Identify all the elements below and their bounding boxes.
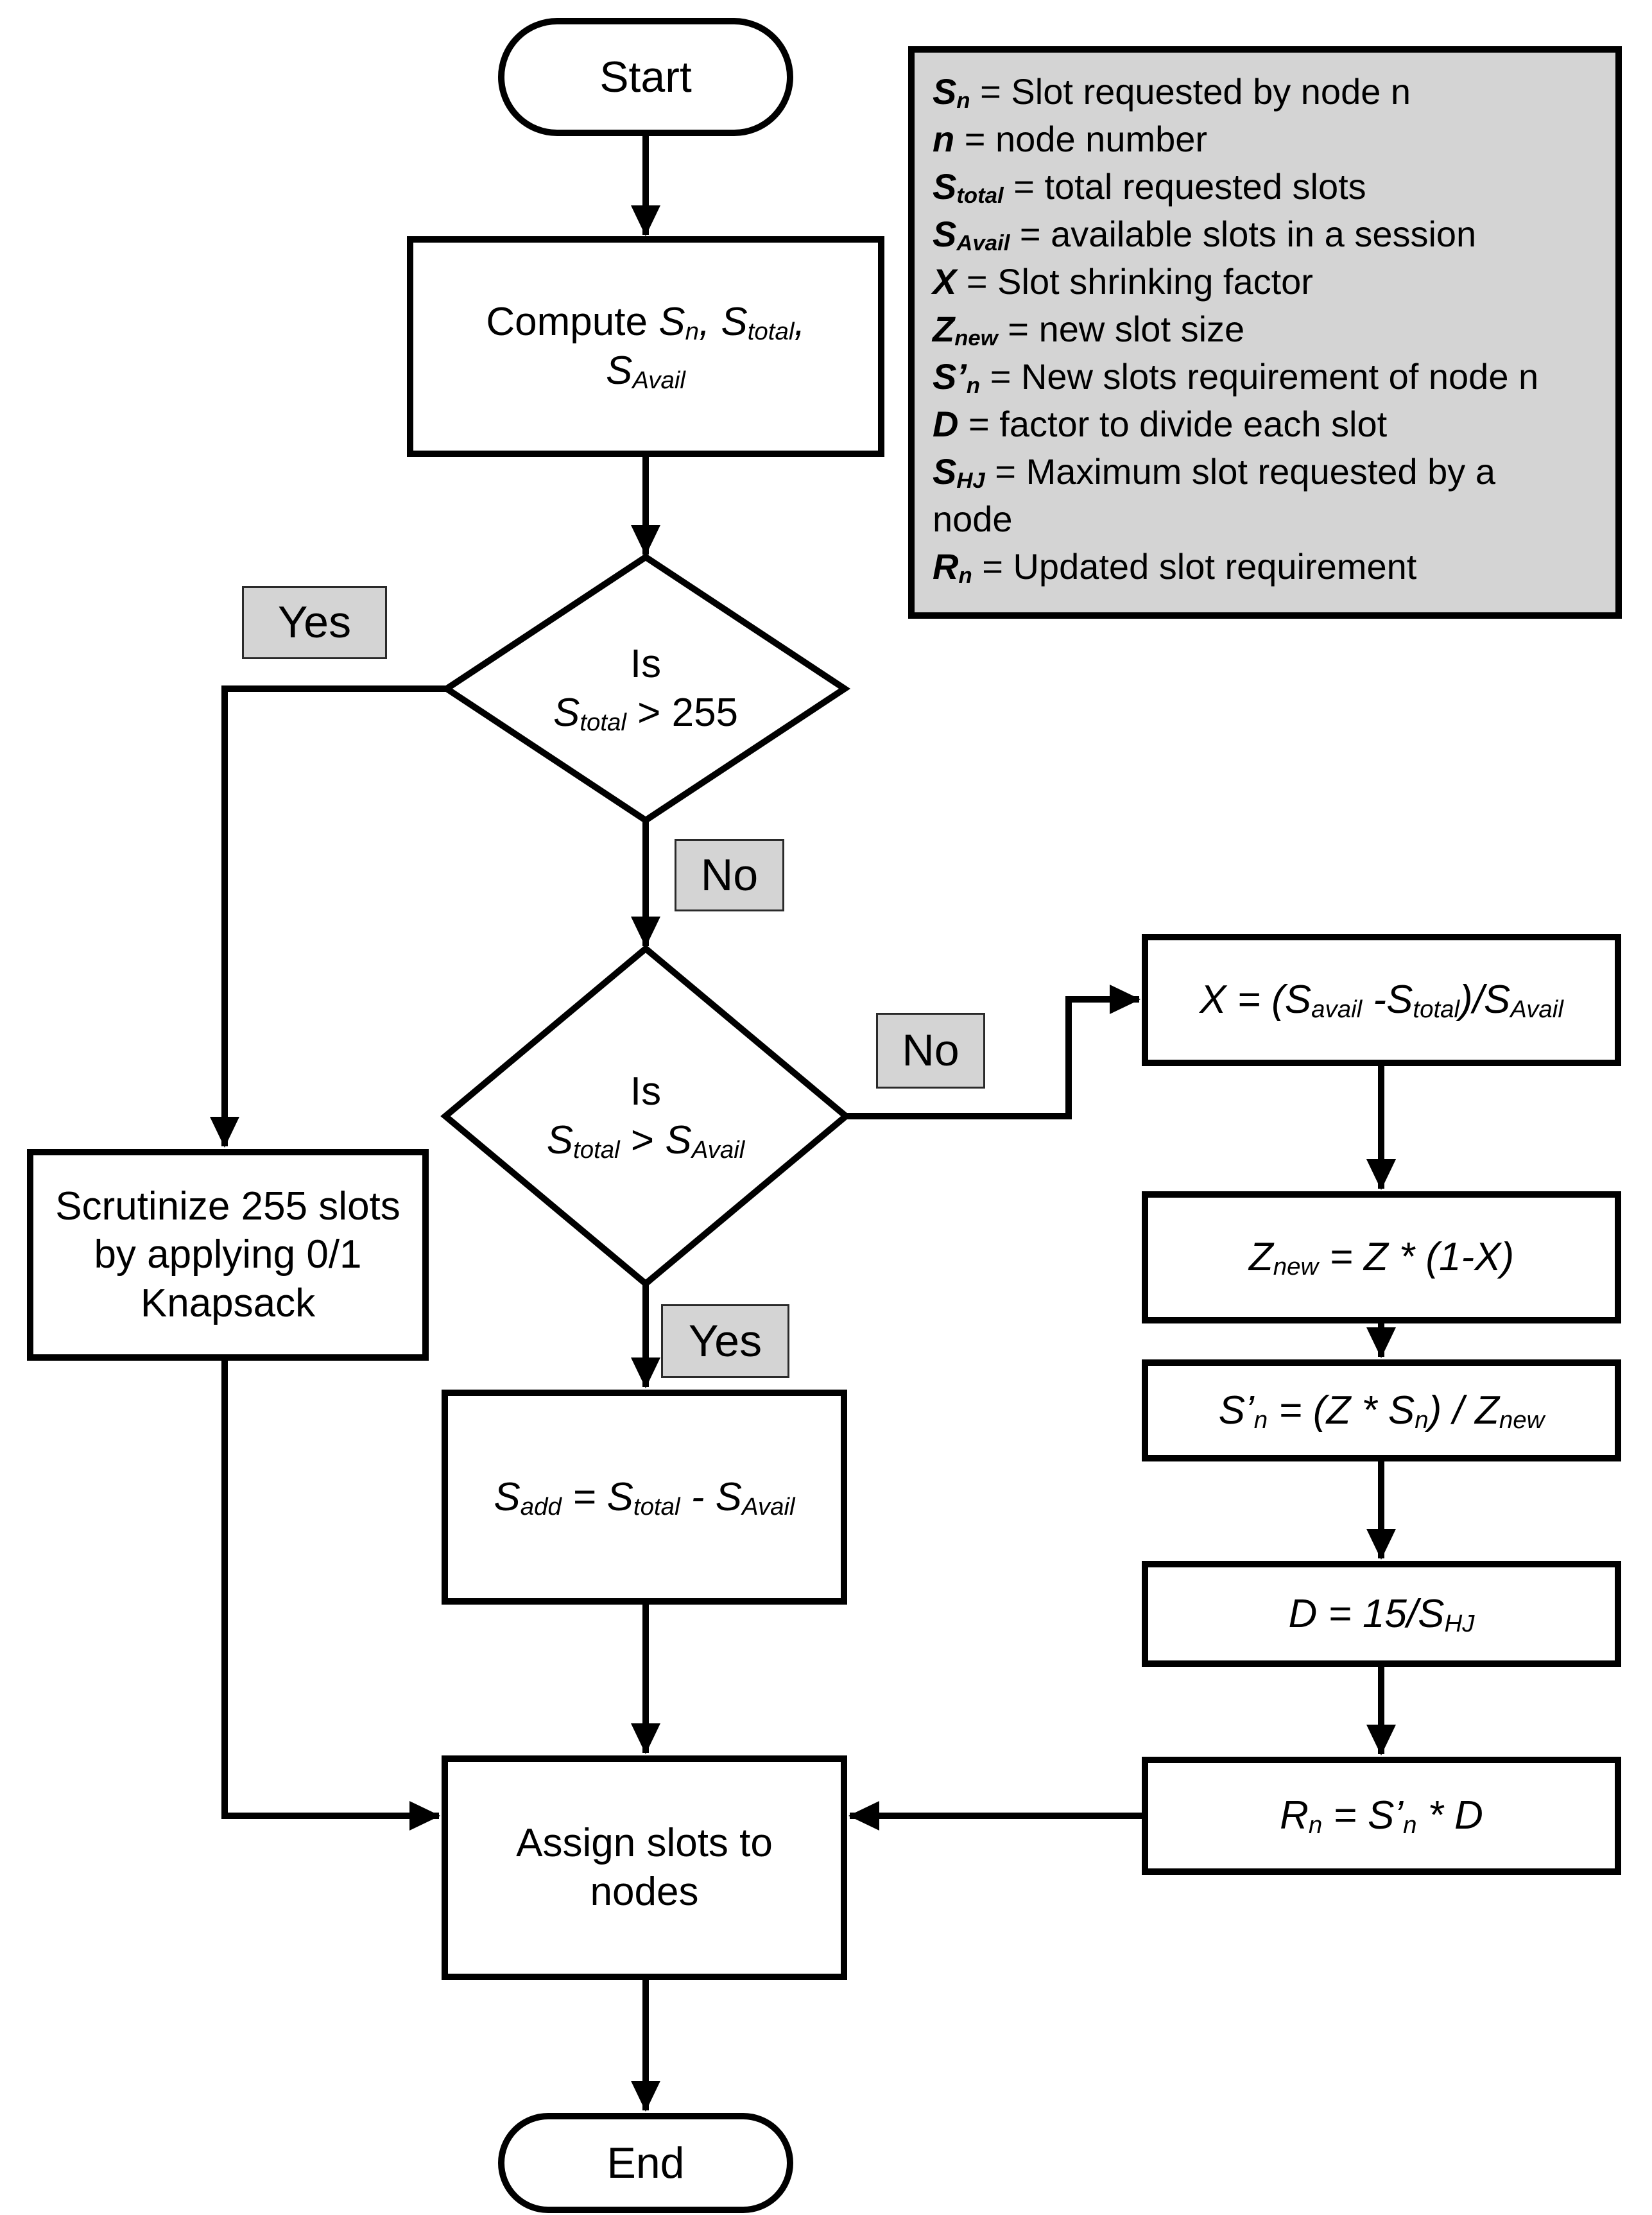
process-x-shrinking-factor: $X = (S_{avail}$ $-S_{total})/S_{Avail}$ bbox=[1142, 934, 1621, 1066]
branch-label-yes-decision1: Yes bbox=[242, 586, 387, 659]
edge-decision1-yes-to-scrutinize bbox=[225, 689, 447, 1146]
branch-label-no-decision1: No bbox=[675, 839, 784, 911]
legend-line-shj: $S_{HJ}$ = Maximum slot requested by a node bbox=[933, 451, 1495, 539]
branch-label-no-decision2: No bbox=[876, 1013, 985, 1089]
process-znew: $Z_{new} = Z * (1-X)$ bbox=[1142, 1191, 1621, 1323]
process-d-divide-factor: $D = 15/S_{HJ}$ bbox=[1142, 1561, 1621, 1667]
start-label: Start bbox=[599, 52, 692, 101]
legend-line-stotal: $S_{total}$ = total requested slots bbox=[933, 166, 1366, 209]
end-terminator bbox=[498, 2113, 793, 2213]
edge-scrutinize-to-assign bbox=[225, 1361, 439, 1816]
process-sprime: $S’_n = (Z * S_n) / Z_{new}$ bbox=[1142, 1359, 1621, 1461]
legend-line-x: X = Slot shrinking factor bbox=[933, 261, 1313, 302]
legend-line-d: D = factor to divide each slot bbox=[933, 404, 1388, 444]
process-assign-slots: Assign slots to nodes bbox=[442, 1755, 847, 1980]
start-terminator bbox=[498, 18, 793, 136]
legend-line-znew: $Z_{new}$ = new slot size bbox=[933, 309, 1245, 351]
branch-label-yes-decision2: Yes bbox=[661, 1304, 789, 1378]
decision-stotal-gt-savail: Is $S_{total} > S_{Avail}$ bbox=[546, 1069, 745, 1164]
process-sadd: $S_{add} = S_{total} - S_{Avail}$ bbox=[442, 1390, 847, 1605]
decision-stotal-gt-255: Is $S_{total} > 255$ bbox=[553, 642, 739, 736]
legend-line-sprime: $S’_n$ = New slots requirement of node n bbox=[933, 356, 1539, 399]
process-rn-updated-requirement: $R_n$ = $S’_n$ * D bbox=[1142, 1757, 1621, 1875]
legend-line-n: n = node number bbox=[933, 119, 1208, 159]
process-scrutinize-knapsack: Scrutinize 255 slots by applying 0/1 Knapsack bbox=[27, 1149, 429, 1361]
legend-box bbox=[908, 46, 1622, 619]
legend-line-savail: $S_{Avail}$ = available slots in a session bbox=[933, 214, 1477, 256]
end-label: End bbox=[607, 2138, 685, 2187]
process-compute: Compute $S_n$, $S_{total}$, $S_{Avail}$ bbox=[407, 236, 884, 457]
legend-line-rn: $R_n$ = Updated slot requirement bbox=[933, 546, 1417, 589]
legend-line-sn: $S_n$ = Slot requested by node n bbox=[933, 71, 1411, 114]
